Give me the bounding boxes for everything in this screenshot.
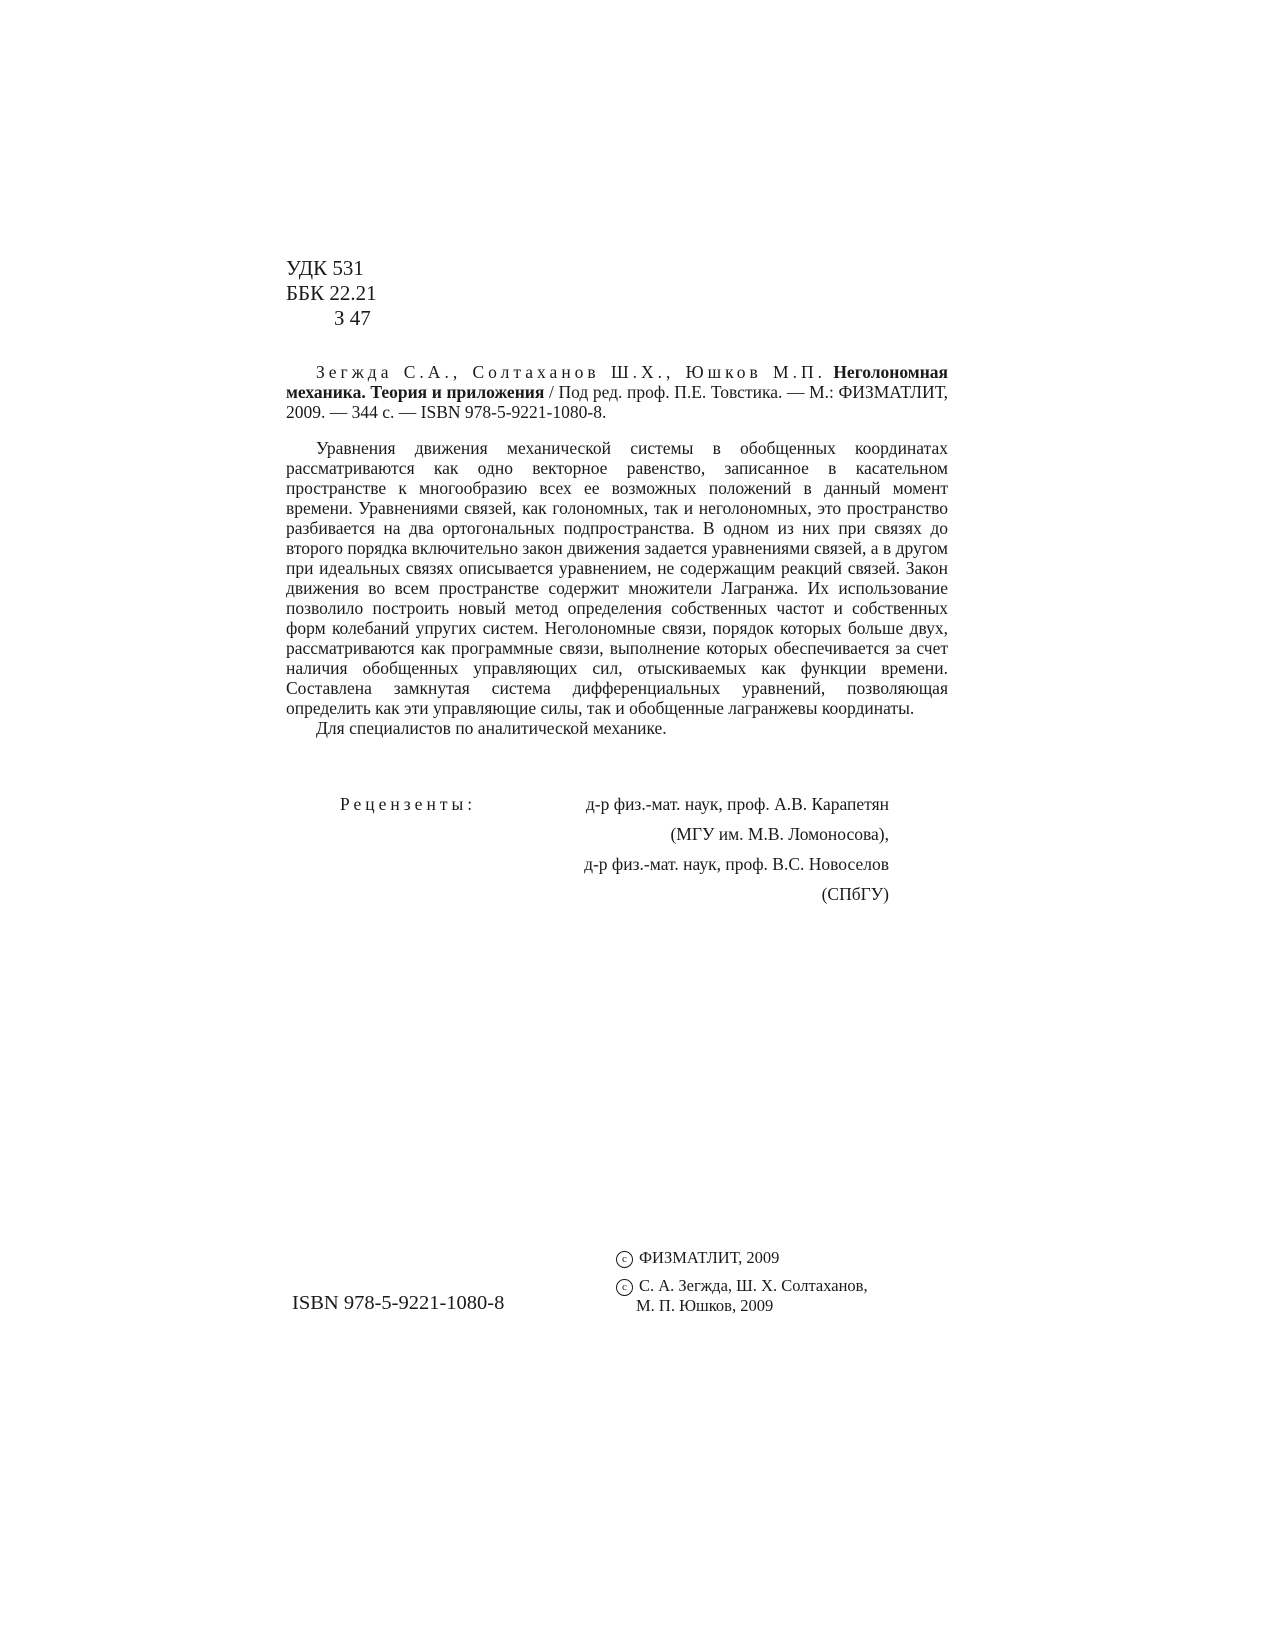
bibliographic-entry	[286, 362, 948, 422]
reviewers-label: Рецензенты:	[340, 794, 477, 814]
reviewer-1-name: д-р физ.-мат. наук, проф. А.В. Карапетян	[585, 794, 889, 814]
reviewer-1-affiliation: (МГУ им. М.В. Ломоносова),	[670, 824, 889, 844]
copyright-authors-text: С. А. Зегжда, Ш. Х. Солтаханов,	[639, 1276, 868, 1295]
copyright-icon: c	[616, 1279, 633, 1296]
author-sign: З 47	[334, 306, 371, 330]
copyright-publisher-text: ФИЗМАТЛИТ, 2009	[639, 1248, 780, 1267]
abstract-audience: Для специалистов по аналитической механике.	[316, 718, 667, 738]
isbn-number: ISBN 978-5-9221-1080-8	[292, 1292, 505, 1314]
biblio-title: Неголономная механика. Теория и приложения	[286, 362, 949, 402]
classification-codes	[286, 256, 377, 331]
biblio-authors: Зегжда С.А., Солтаханов Ш.Х., Юшков М.П.	[316, 362, 827, 382]
reviewer-2-affiliation: (СПбГУ)	[821, 884, 889, 904]
copyright-publisher	[616, 1248, 779, 1268]
biblio-details: / Под ред. проф. П.Е. Товстика. — М.: ФИЗМАТЛИТ, 2009. — 344 с. — ISBN 978-5-9221-1080-8.	[286, 382, 949, 422]
udk-code: УДК 531	[286, 256, 364, 280]
copyright-authors	[616, 1276, 868, 1296]
copyright-icon: c	[616, 1251, 633, 1268]
bbk-code: ББК 22.21	[286, 281, 377, 305]
copyright-authors-continued: М. П. Юшков, 2009	[636, 1296, 774, 1315]
abstract	[286, 438, 948, 738]
abstract-body: Уравнения движения механической системы в обобщенных координатах рассматриваются как одно векторное равенство, записанное в касательном пространстве к многообразию всех ее возможных положений в данный момент времени. Уравнениями связей, как голономных, так и неголономных, это пространство разбивается на два ортогональных подпространства. В одном из них при связях до второго порядка включительно закон движения задается уравнениями связей, а в другом при идеальных связях описывается уравнением, не содержащим реакций связей. Закон движения во всем пространстве содержит множители Лагранжа. Их использование позволило построить новый метод определения собственных частот и собственных форм колебаний упругих систем. Неголономные связи, порядок которых больше двух, рассматриваются как программные связи, выполнение которых обеспечивается за счет наличия обобщенных управляющих сил, отыскиваемых как функции времени. Составлена замкнутая система дифференциальных уравнений, позволяющая определить как эти управляющие силы, так и обобщенные лагранжевы координаты.	[286, 438, 948, 718]
reviewer-2-name: д-р физ.-мат. наук, проф. В.С. Новоселов	[584, 854, 889, 874]
